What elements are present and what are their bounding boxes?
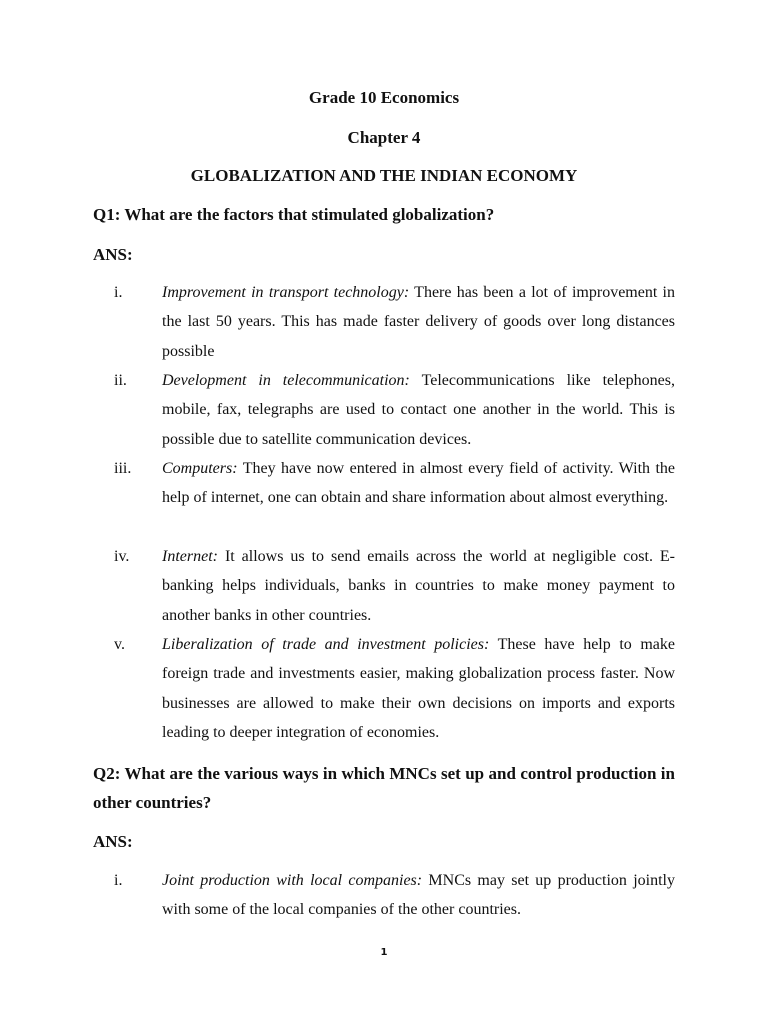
- answer-label-2: ANS:: [93, 832, 133, 851]
- list-item-text: [162, 866, 675, 925]
- list-item-text: [162, 366, 675, 454]
- list-item: [93, 454, 675, 513]
- list-item-body: MNCs may set up production jointly with some of the local companies of the other countries.: [162, 872, 675, 919]
- list-item: [93, 366, 675, 454]
- list-item: [93, 866, 675, 925]
- list-item-term: Internet:: [162, 548, 218, 565]
- list-item-term: Liberalization of trade and investment policies:: [162, 636, 490, 653]
- list-item-text: [162, 278, 675, 366]
- question-2: Q2: What are the various ways in which MNCs set up and control production in other countries?: [93, 764, 675, 812]
- list-item-term: Joint production with local companies:: [162, 872, 423, 889]
- list-numeral: iii.: [114, 460, 132, 477]
- list-item: [93, 630, 675, 747]
- list-item: [93, 542, 675, 630]
- list-item: [93, 278, 675, 366]
- answer-label-1: ANS:: [93, 245, 133, 264]
- list-item-text: [162, 630, 675, 747]
- list-item-body: These have help to make foreign trade and investments easier, making globalization process faster. Now businesses are allowed to make their own decisions on imports and exports leading to deeper integration of economies.: [162, 636, 675, 741]
- list-item-body: It allows us to send emails across the world at negligible cost. E-banking helps individuals, banks in countries to make money payment to another banks in other countries.: [162, 548, 675, 624]
- list-item-term: Computers:: [162, 460, 238, 477]
- chapter-heading: Chapter 4: [347, 128, 421, 147]
- list-item-body: They have now entered in almost every field of activity. With the help of internet, one can obtain and share information about almost everything.: [162, 460, 675, 507]
- list-numeral: i.: [114, 284, 123, 301]
- list-item-text: [162, 542, 675, 630]
- question-1: Q1: What are the factors that stimulated globalization?: [93, 205, 495, 224]
- list-numeral: i.: [114, 872, 123, 889]
- list-item-term: Improvement in transport technology:: [162, 284, 410, 301]
- list-numeral: iv.: [114, 548, 130, 565]
- page-number: 1: [380, 947, 388, 958]
- chapter-title: GLOBALIZATION AND THE INDIAN ECONOMY: [190, 166, 578, 185]
- list-item-text: [162, 454, 675, 513]
- list-item-body: Telecommunications like telephones, mobile, fax, telegraphs are used to contact one another in the world. This is possible due to satellite communication devices.: [162, 372, 676, 448]
- list-numeral: ii.: [114, 372, 127, 389]
- list-item-term: Development in telecommunication:: [162, 372, 410, 389]
- list-numeral: v.: [114, 636, 125, 653]
- course-heading: Grade 10 Economics: [308, 88, 460, 107]
- list-item-body: There has been a lot of improvement in the last 50 years. This has made faster delivery of goods over long distances possible: [162, 284, 676, 360]
